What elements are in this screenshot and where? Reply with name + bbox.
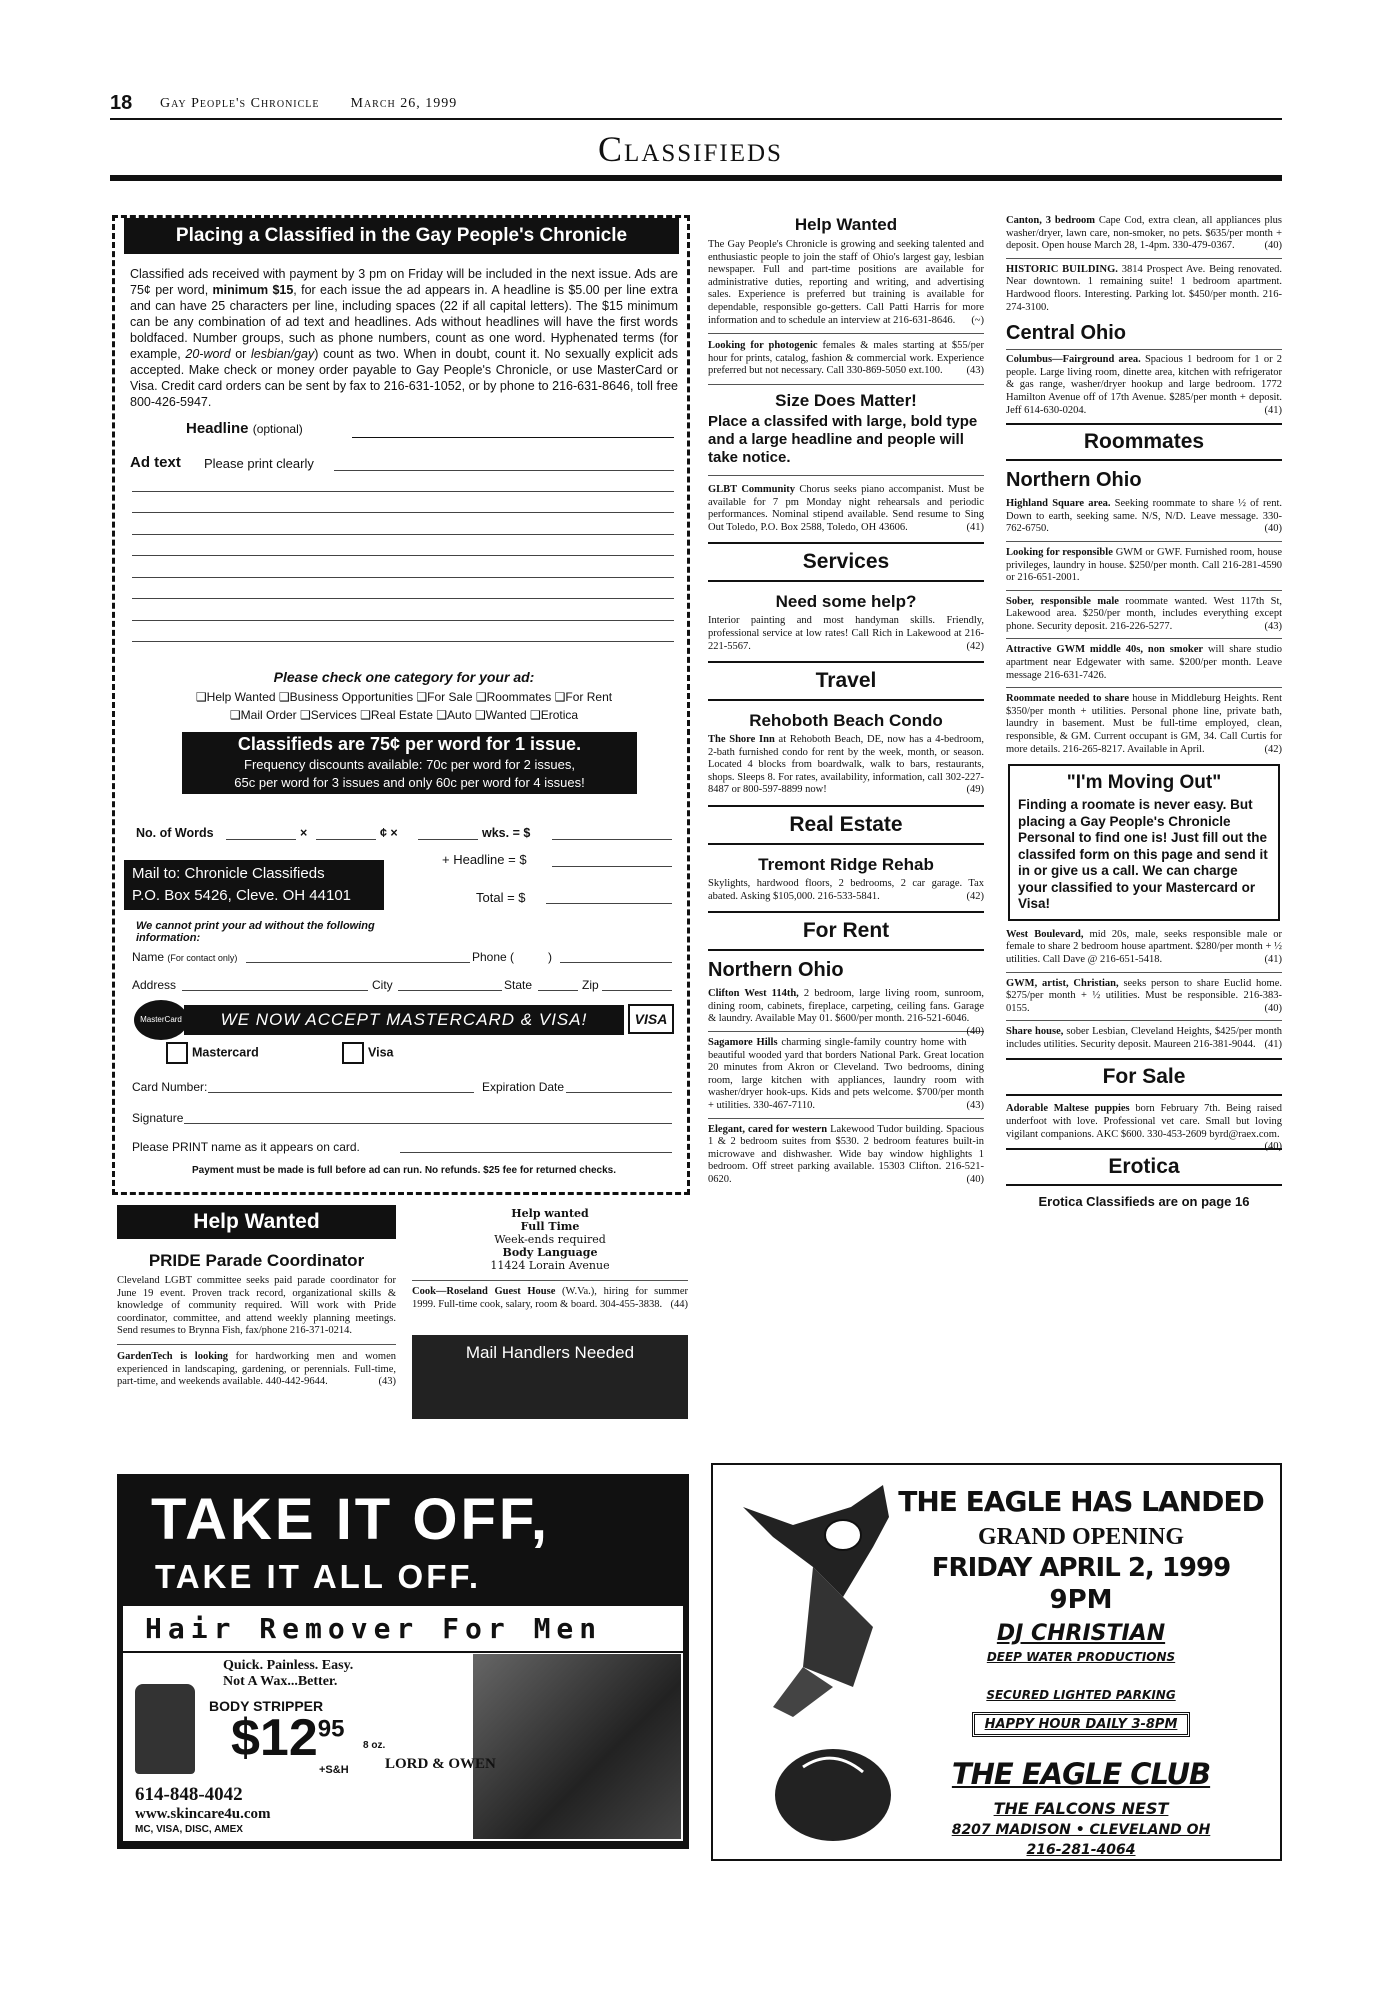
euclid-ad: GWM, artist, Christian, seeks person to share Euclid home. $275/per month + ½ utilities. Must be responsible. 216-383-0155. (40) <box>1006 977 1282 1014</box>
ad-text-label: Ad text <box>130 454 181 471</box>
ad-text-line[interactable] <box>132 620 674 621</box>
zip-label: Zip <box>582 978 599 992</box>
mastercard-logo: MasterCard <box>134 1000 188 1040</box>
northern-ohio-heading: Northern Ohio <box>1006 469 1142 492</box>
shipping-note: +S&H <box>319 1764 349 1776</box>
middleburg-ad: Roommate needed to share house in Middleburg Heights. Rent $350/per month + utilities. Personal phone line, private bath, laundry in basement. Must be full-time employed, clean, responsible, & GM. Current occupant is GM, 34. Call Curtis for more details. 216-265-8217. Available in April. (42) <box>1006 693 1283 755</box>
phone-label: Phone ( <box>472 950 515 964</box>
section-rule <box>110 175 1282 181</box>
services-header: Services <box>802 550 890 574</box>
state-field[interactable] <box>538 990 578 991</box>
club-name: THE EAGLE CLUB <box>951 1757 1211 1791</box>
size-title: Size Does Matter! <box>775 390 917 410</box>
headline-field[interactable] <box>352 437 674 438</box>
clifton-ad: Clifton West 114th, 2 bedroom, large living room, sunroom, dining room, cabinets, fireplace, carpeting, ceiling fans. Garage & laundry. Available May 01. $600/per month. 216-521-6046. (40) <box>708 988 984 1038</box>
production-company: DEEP WATER PRODUCTIONS <box>986 1650 1176 1664</box>
address-field[interactable] <box>182 990 368 991</box>
signature-label: Signature <box>132 1111 184 1125</box>
ad-text-line[interactable] <box>132 555 674 556</box>
category-options-row[interactable]: ❑Help Wanted ❑Business Opportunities ❑For Sale ❑Roommates ❑For Rent <box>195 690 613 704</box>
product-bottle <box>135 1684 195 1774</box>
ad-text-line[interactable] <box>334 470 674 471</box>
happy-hour-box: HAPPY HOUR DAILY 3-8PM <box>972 1712 1191 1737</box>
ad-text-line[interactable] <box>132 534 674 535</box>
moving-out-text: Finding a roomate is never easy. But placing a Gay People's Chronicle Personal to find one is! Just fill out the classifed form on this page and send it in or give us a call. We can charge your classified to your Mastercard or Visa! <box>1018 797 1268 912</box>
address-label: Address <box>132 978 177 992</box>
weeks-field[interactable] <box>418 839 478 840</box>
mail-to-box <box>124 860 384 910</box>
accepted-cards: MC, VISA, DISC, AMEX <box>135 1824 243 1835</box>
mastercard-checkbox[interactable] <box>166 1042 188 1064</box>
opening-date: FRIDAY APRIL 2, 1999 <box>931 1553 1231 1583</box>
sagamore-ad: Sagamore Hills charming single-family country home with beautiful wooded yard that borders National Park. Great location 20 minutes from Akron or Cleveland. Two bedrooms, dining room, large kitchen with appliances, laundry room with washer/dryer hook-ups. Kids and pets welcome. $700/per month + utilities. 330-467-7110. (43) <box>708 1037 984 1111</box>
signature-field[interactable] <box>184 1123 672 1124</box>
pride-ad: Cleveland LGBT committee seeks paid parade coordinator for June 19 event. Proven track record, organizational skills & knowledge of community required. Will work with Pride coordinator, committee, and attend weekly planning meetings. Send resumes to Brynna Fish, fax/phone 216-371-0214. <box>117 1275 396 1337</box>
mail-to-line: P.O. Box 5426, Cleve. OH 44101 <box>132 887 352 904</box>
category-options-row[interactable]: ❑Mail Order ❑Services ❑Real Estate ❑Auto ❑Wanted ❑Erotica <box>229 708 579 722</box>
price-box <box>182 732 637 794</box>
eagle-headline: THE EAGLE HAS LANDED <box>898 1485 1264 1518</box>
model-photo <box>473 1654 681 1839</box>
column-4 <box>1006 215 1282 1209</box>
card-accept-banner: WE NOW ACCEPT MASTERCARD & VISA! <box>184 1005 624 1035</box>
glbt-chorus-ad: GLBT Community Chorus seeks piano accompanist. Must be available for 7 pm Monday night rehearsals and periodic performances. Nominal stipend available. Send resume to Sing Out Toledo, P.O. Box 2588, Toledo, OH 43606. (41) <box>708 483 984 533</box>
real-estate-header: Real Estate <box>789 813 903 837</box>
words-field[interactable] <box>226 839 296 840</box>
card-number-field[interactable] <box>208 1092 474 1093</box>
headline-cost-field[interactable] <box>552 866 672 867</box>
maltese-ad: Adorable Maltese puppies born February 7th. Being raised underfoot with love. Professional vet care. Small but loving vigilant companions. AKC $600. 330-453-2609 byrd@raex.com. (40) <box>1006 1103 1282 1153</box>
ad-content-panel <box>123 1606 683 1841</box>
price: $\$12^{95}$ <box>231 1709 345 1767</box>
total-field[interactable] <box>546 903 672 904</box>
gardentech-ad: GardenTech is looking for hardworking men and women experienced in landscaping, gardening, or perennials. Full-time, part-time, and weekends available. 440-442-9644. (43) <box>117 1350 396 1388</box>
required-info-note: We cannot print your ad without the following information: <box>136 920 375 944</box>
club-address: 8207 MADISON • CLEVELAND OH <box>951 1822 1211 1838</box>
ad-tagline: Quick. Painless. Easy. Not A Wax...Better. <box>223 1658 354 1689</box>
price-discount: Frequency discounts available: 70c per word for 2 issues, <box>244 757 575 772</box>
column-3 <box>708 215 984 1187</box>
ad-text-line[interactable] <box>132 512 674 513</box>
ad-band: Hair Remover For Men <box>123 1606 683 1653</box>
rehoboth-title: Rehoboth Beach Condo <box>749 711 943 731</box>
photogenic-ad: Looking for photogenic females & males starting at $55/per hour for prints, catalog, fashion & commercial work. Experience preferred but not necessary. Call 330-869-5050 ext.100. (43) <box>708 340 984 377</box>
sub-venue: THE FALCONS NEST <box>993 1799 1169 1818</box>
price-discount: 65c per word for 3 issues and only 60c per word for 4 issues! <box>234 775 585 790</box>
issue-date: March 26, 1999 <box>350 96 458 111</box>
parking-note: SECURED LIGHTED PARKING <box>986 1688 1176 1702</box>
phone-close: ) <box>548 950 552 964</box>
historic-building-ad: HISTORIC BUILDING. 3814 Prospect Ave. Being renovated. Near downtown. 1 remaining suite! 1 bedroom apartment. Hardwood floors. Interesting. Parking lot. $450/per month. 216-274-3100. <box>1006 263 1282 313</box>
for-rent-header: For Rent <box>802 919 890 943</box>
columbus-ad: Columbus—Fairground area. Spacious 1 bedroom for 1 or 2 people. Large living room, dinette area, kitchen with refrigerator & gas range, washer/dryer hookup and large bedroom. 1772 Hamilton Avenue off of 17th Avenue. $285/per month + deposit. Jeff 614-630-0204. (41) <box>1006 354 1283 416</box>
ad-text-hint: Please print clearly <box>204 456 314 471</box>
body-language-ad: Help wanted Full Time Week-ends required Body Language 11424 Lorain Avenue <box>490 1207 610 1272</box>
help-wanted-title: Help Wanted <box>794 215 898 234</box>
ad-website: www.skincare4u.com <box>135 1806 271 1822</box>
need-help-title: Need some help? <box>775 592 917 612</box>
roommates-header: Roommates <box>1083 430 1205 454</box>
visa-logo: VISA <box>628 1004 674 1034</box>
hair-remover-ad <box>117 1474 689 1849</box>
west-boulevard-ad: West Boulevard, mid 20s, male, seeks responsible male or female to share 2 bedroom house apartment. $280/per month + ½ utilities. Call Dave @ 216-651-5418. (41) <box>1006 928 1283 965</box>
ad-text-line[interactable] <box>132 491 674 492</box>
ad-line-1: TAKE IT OFF, <box>151 1487 551 1552</box>
eagle-copy <box>881 1485 1281 1858</box>
visa-checkbox[interactable] <box>342 1042 364 1064</box>
weeks-label: wks. = $ <box>482 826 531 840</box>
tremont-title: Tremont Ridge Rehab <box>758 855 934 875</box>
city-label: City <box>372 978 393 992</box>
eagle-club-ad <box>711 1463 1282 1861</box>
central-ohio-heading: Central Ohio <box>1006 322 1127 345</box>
times-sign: × <box>300 826 308 840</box>
ad-text-line[interactable] <box>132 577 674 578</box>
mail-handlers-ad: Mail Handlers Needed <box>412 1335 688 1419</box>
product-name: BODY STRIPPER <box>209 1698 324 1714</box>
grand-opening: GRAND OPENING <box>977 1524 1184 1550</box>
category-title: Please check one category for your ad: <box>273 669 535 685</box>
city-field[interactable] <box>398 990 502 991</box>
print-name-field[interactable] <box>400 1152 672 1153</box>
canton-ad: Canton, 3 bedroom Cape Cod, extra clean, all appliances plus washer/dryer, lawn care, non-smoker, no pets. $635/per month + deposit. Open house March 28, 1-4pm. 330-479-0367. (40) <box>1006 215 1282 252</box>
erotica-note: Erotica Classifieds are on page 16 <box>1038 1194 1250 1210</box>
ad-line-2: TAKE IT ALL OFF. <box>155 1558 482 1595</box>
brand-logo: LORD & OWEN <box>385 1756 496 1772</box>
price-main: Classifieds are 75¢ per word for 1 issue. <box>237 734 582 754</box>
running-head <box>160 96 457 112</box>
travel-header: Travel <box>815 669 877 693</box>
tremont-ad: Skylights, hardwood floors, 2 bedrooms, 2 car garage. Tax abated. Asking $105,000. 216-533-5841. (42) <box>708 878 984 902</box>
mastercard-option[interactable]: Mastercard <box>166 1042 259 1064</box>
handyman-ad: Interior painting and most handyman skills. Friendly, professional service at low rates! Call Rich in Lakewood at 216-221-5567. (42) <box>708 615 984 652</box>
expiration-field[interactable] <box>566 1092 672 1093</box>
highland-square-ad: Highland Square area. Seeking roommate to share ½ of rent. Down to earth, seeking same. N/S, N/D. Leave message. 330-762-6750. (40) <box>1006 498 1282 535</box>
headline-cost-label: + Headline = $ <box>442 852 527 867</box>
expiration-label: Expiration Date <box>482 1080 565 1094</box>
rehoboth-ad: The Shore Inn at Rehoboth Beach, DE, now has a 4-bedroom, 2-bath furnished condo for rent by the week, month, or season. Located 4 blocks from boardwalk, walk to bars, restaurants, shops. Sleeps 8. For rates, availability, information, call 302-227-8487 or 800-597-8899 now! (49) <box>708 734 984 796</box>
form-instructions: Classified ads received with payment by 3 pm on Friday will be included in the next issue. Ads are 75¢ per word, minimum $15, for each issue the ad appears in. A headline is $5.00 per line extra and can have 25 characters per line, including spaces (22 if all capital letters). The $15 minimum can be any combination of ad text and headlines. Ads without headlines will have the first words boldfaced. Number groups, such as phone numbers, count as one word. Hyphenated terms (for example, 20-word or lesbian/gay) count as two. When in doubt, count it. No sexually explicit ads accepted. Make check or money order payable to Gay People's Chronicle, or use MasterCard or Visa. Credit card orders can be sent by fax to 216-631-1052, or by phone to 216-631-8646, toll free 800-426-5947. <box>130 267 678 409</box>
help-wanted-header: Help Wanted <box>117 1205 396 1239</box>
rate-field[interactable] <box>316 839 376 840</box>
subtotal-field[interactable] <box>552 839 672 840</box>
pride-title: PRIDE Parade Coordinator <box>148 1251 365 1270</box>
eagle-illustration <box>733 1477 898 1855</box>
ad-text-line[interactable] <box>132 598 674 599</box>
print-name-label: Please PRINT name as it appears on card. <box>132 1140 360 1154</box>
northern-ohio-heading: Northern Ohio <box>708 959 844 982</box>
form-title: Placing a Classified in the Gay People's Chronicle <box>124 218 679 254</box>
cook-ad: Cook—Roseland Guest House (W.Va.), hiring for summer 1999. Full-time cook, salary, room & board. 304-455-3838. (44) <box>412 1286 688 1310</box>
moving-out-box <box>1008 764 1280 921</box>
name-label: Name (For contact only) <box>132 950 238 964</box>
club-phone: 216-281-4064 <box>1026 1842 1136 1858</box>
mail-to-line: Mail to: Chronicle Classifieds <box>132 865 325 882</box>
header-rule <box>110 118 1282 120</box>
moving-out-title: "I'm Moving Out" <box>1066 772 1222 794</box>
total-label: Total = $ <box>476 890 526 905</box>
publication-name: Gay People's Chronicle <box>160 96 320 111</box>
ad-phone: 614-848-4042 <box>135 1784 243 1805</box>
lakewood-tudor-ad: Elegant, cared for western Lakewood Tudor building. Spacious 1 & 2 bedroom suites from $530. 2 bedroom features built-in microwave and dishwasher. Wide bay window highlights 1 bedroom. Off street parking available. 15303 Clifton. 216-521-0620. (40) <box>708 1123 984 1185</box>
cents-times: ¢ × <box>380 826 398 840</box>
phone-field[interactable] <box>560 962 672 963</box>
chronicle-staff-ad: The Gay People's Chronicle is growing and seeking talented and enthusiastic people to join the staff of Ohio's largest gay, lesbian newspaper. Full and part-time positions are available for administrative duties, reporting and writing, and advertising sales. Experience is preferred but training is available for dependable, responsible go-getters. Call Patti Harris for more information and to schedule an interview at 216-631-8646. (~) <box>708 239 984 326</box>
for-sale-header: For Sale <box>1102 1065 1186 1089</box>
product-size: 8 oz. <box>363 1740 386 1751</box>
page-number: 18 <box>110 92 133 114</box>
words-label: No. of Words <box>136 826 214 840</box>
lakewood-roommate-ad: Sober, responsible male roommate wanted. West 117th St, Lakewood area. $250/per month, includes everything except phone. Security deposit. 216-226-5277. (43) <box>1006 595 1282 632</box>
name-field[interactable] <box>246 962 470 963</box>
visa-option[interactable]: Visa <box>342 1042 394 1064</box>
headline-label: Headline (optional) <box>186 420 303 437</box>
state-label: State <box>504 978 533 992</box>
edgewater-studio-ad: Attractive GWM middle 40s, non smoker will share studio apartment near Edgewater with same. $200/per month. Leave message 216-631-7426. <box>1006 644 1282 681</box>
card-number-label: Card Number: <box>132 1080 208 1094</box>
section-title: Classifieds <box>598 129 783 169</box>
cleveland-heights-ad: Share house, sober Lesbian, Cleveland Heights, $425/per month includes utilities. Security deposit. Maureen 216-381-9044. (41) <box>1006 1026 1282 1050</box>
erotica-header: Erotica <box>1108 1155 1180 1179</box>
dj-name: DJ CHRISTIAN <box>996 1621 1166 1646</box>
size-text: Place a classifed with large, bold type and a large headline and people will take notice. <box>708 412 978 466</box>
payment-note: Payment must be made is full before ad can run. No refunds. $25 fee for returned checks. <box>191 1165 616 1176</box>
furnished-room-ad: Looking for responsible GWM or GWF. Furnished room, house privileges, laundry in house. $250/per month. Call 216-281-4590 or 216-651-2001. <box>1006 546 1282 584</box>
ad-text-line[interactable] <box>132 641 674 642</box>
opening-time: 9PM <box>1049 1585 1113 1615</box>
zip-field[interactable] <box>602 990 672 991</box>
